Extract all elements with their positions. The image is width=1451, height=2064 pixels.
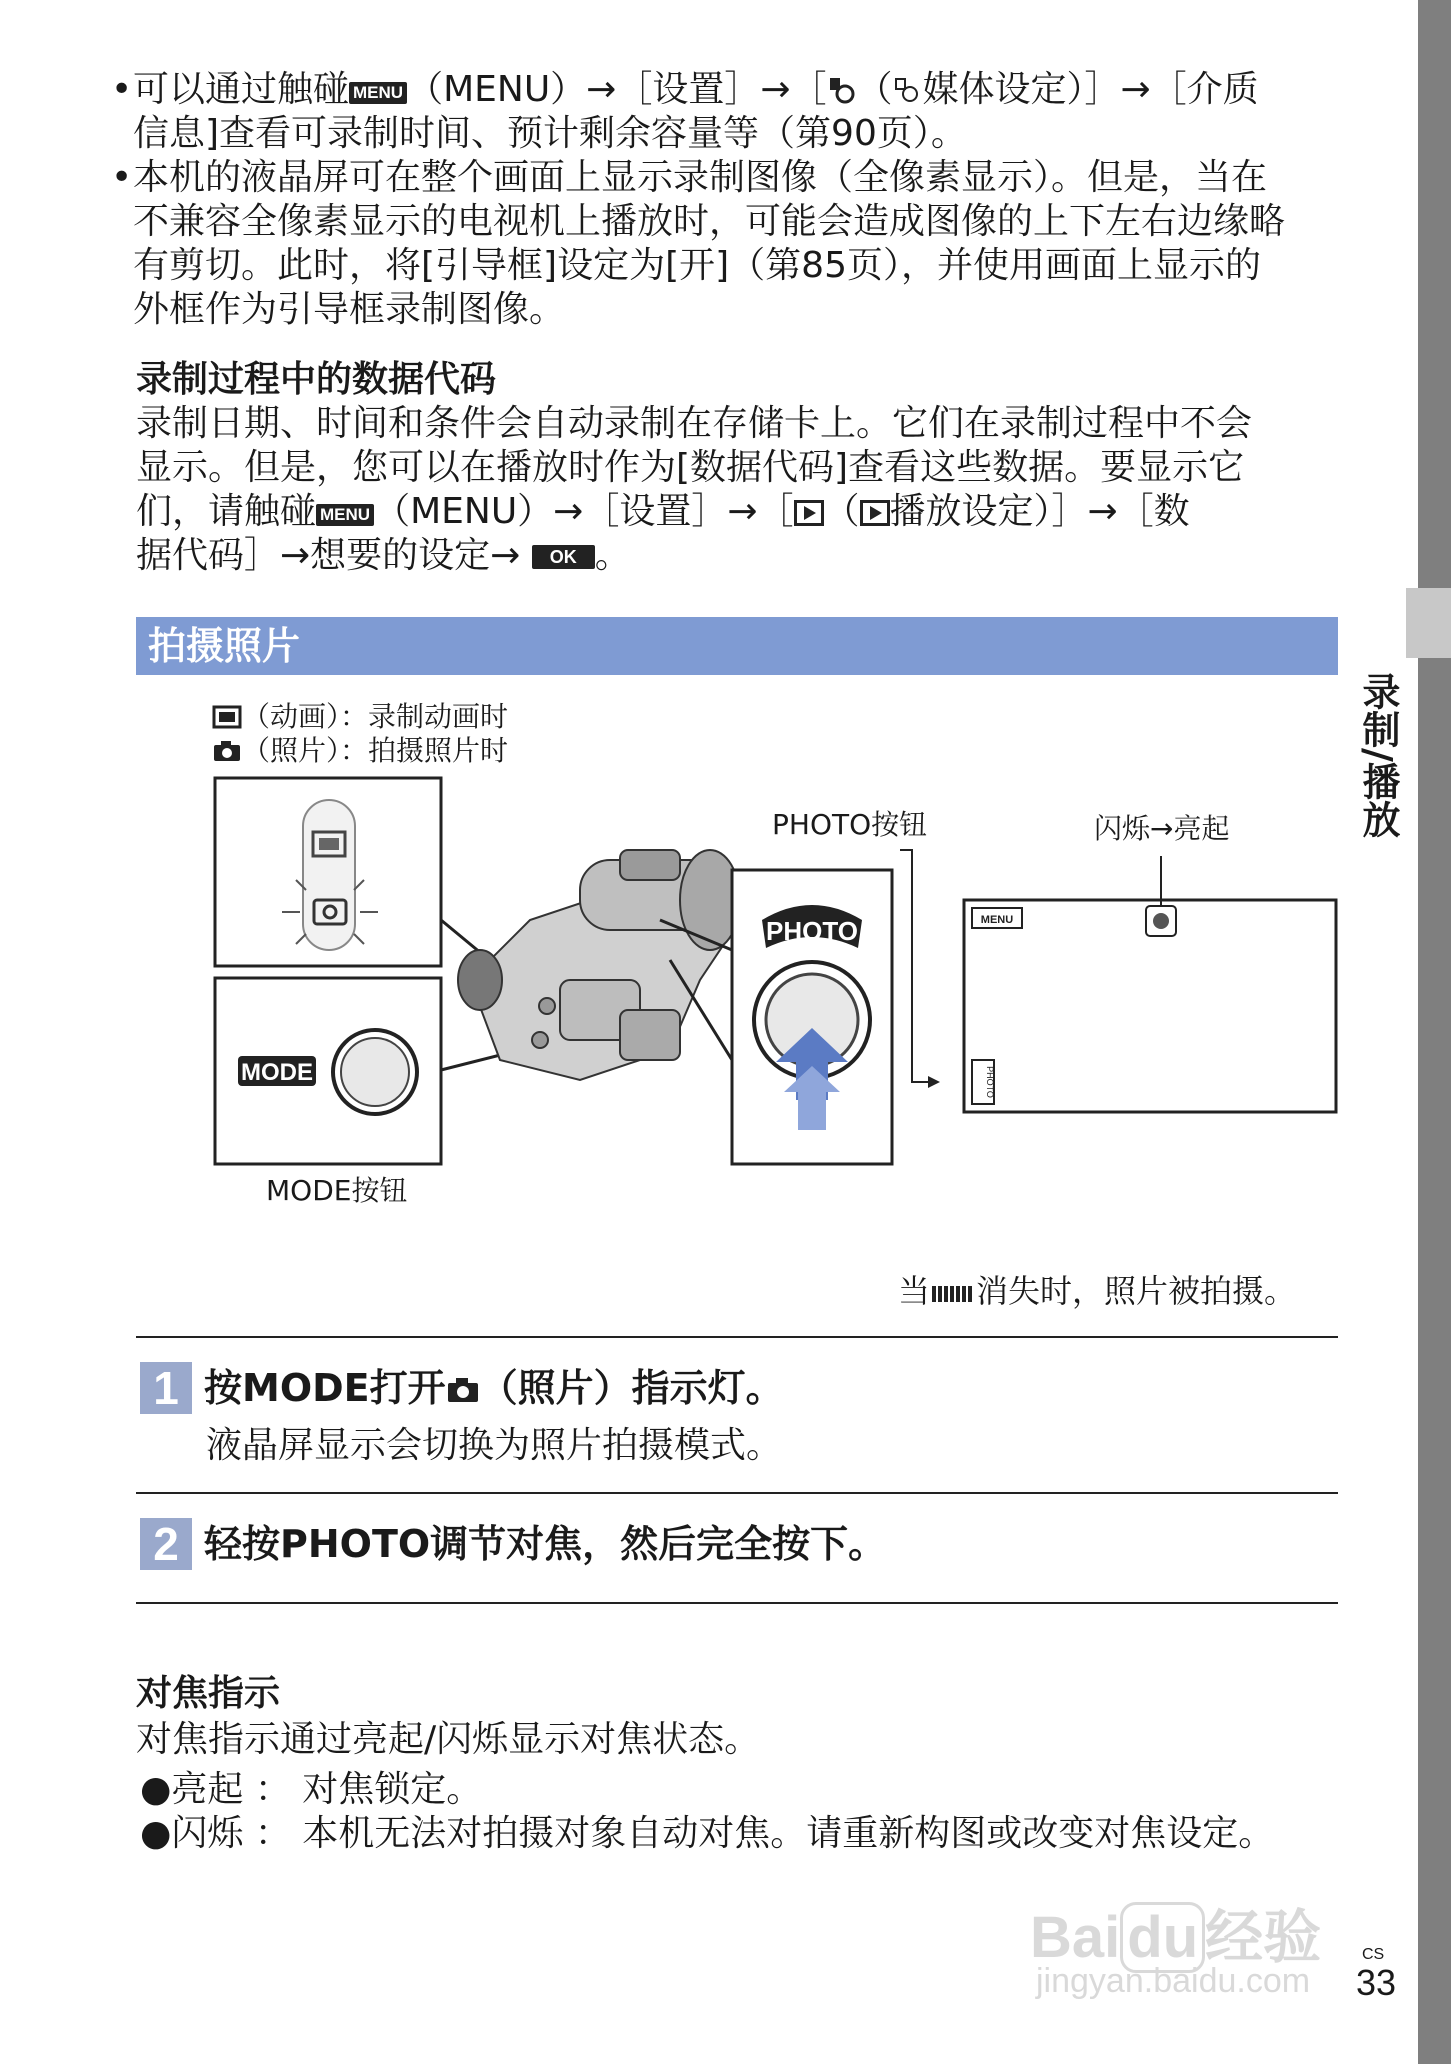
baidu-watermark: Bai du 经验 [1030, 1890, 1321, 1974]
page-number: 33 [1356, 1962, 1397, 2003]
photo-button-label: PHOTO按钮 [772, 808, 928, 841]
camcorder-body [458, 850, 740, 1080]
focus-description: 对焦指示通过亮起/闪烁显示对焦状态。 [136, 1719, 761, 1760]
step-1-description: 液晶屏显示会切换为照片拍摄模式。 [206, 1425, 783, 1466]
legend-movie: （动画）：录制动画时 [212, 700, 508, 734]
step-number-2: 2 [140, 1518, 192, 1570]
menu-icon: MENU [316, 504, 374, 526]
focus-item-blink: ●闪烁 ： 本机无法对拍摄对象自动对焦。请重新构图或改变对焦设定。 [140, 1813, 1275, 1854]
photo-text: PHOTO [766, 916, 858, 946]
watermark-url: jingyan.baidu.com [1036, 1962, 1311, 2000]
datacode-heading: 录制过程中的数据代码 [136, 359, 497, 400]
screen-photo-text: PHOTO [985, 1066, 995, 1098]
bullet-paragraph-1: • 可以通过触碰 MENU （MENU）→［设置］→［ （ 媒体设定）］→［介质 信息]查看可录制时间、预计剩余容量等（第90页）。 [111, 69, 1259, 154]
focus-bar-icon [930, 1284, 976, 1304]
media-settings-icon-small [893, 75, 923, 105]
datacode-paragraph: 录制日期、时间和条件会自动录制在存储卡上。它们在录制过程中不会 显示。但是，您可以在播放时作为[数据代码]查看这些数据。要显示它 们，请触碰 MENU （MENU）→［设置］→［ （ 播放设定）］→［数 据代码］→想要的设定→ OK 。 [136, 403, 1253, 576]
divider [136, 1602, 1338, 1604]
divider [136, 1336, 1338, 1338]
side-chapter-label: 录制/播放 [1356, 672, 1400, 838]
legend-photo: （照片）：拍摄照片时 [212, 734, 508, 768]
step-number-1: 1 [140, 1362, 192, 1414]
ok-icon: OK [532, 545, 595, 569]
side-tab [1406, 588, 1451, 658]
section-header-bar [136, 617, 1338, 675]
language-code: CS [1362, 1946, 1385, 1963]
step-2-title: 轻按PHOTO调节对焦，然后完全按下。 [204, 1522, 887, 1566]
playback-icon [794, 500, 824, 526]
menu-icon: MENU [349, 82, 407, 104]
focus-heading: 对焦指示 [136, 1673, 281, 1714]
playback-settings-icon [860, 500, 890, 526]
divider [136, 1492, 1338, 1494]
figure-caption: 当 消失时，照片被拍摄。 [898, 1272, 1297, 1310]
step-1-title: 按MODE打开 （照片）指示灯。 [204, 1366, 784, 1410]
media-settings-icon [827, 75, 857, 105]
mode-button-label: MODE按钮 [266, 1174, 408, 1207]
camera-icon [212, 739, 242, 763]
camera-icon [446, 1376, 480, 1404]
side-strip [1418, 0, 1451, 2064]
focus-item-lit: ●亮起 ： 对焦锁定。 [140, 1769, 483, 1810]
section-title: 拍摄照片 [148, 624, 301, 668]
mode-text: MODE [241, 1059, 313, 1086]
blink-label: 闪烁→亮起 [1094, 812, 1230, 845]
bullet-paragraph-2: • 本机的液晶屏可在整个画面上显示录制图像（全像素显示）。但是，当在 不兼容全像素显示的电视机上播放时，可能会造成图像的上下左右边缘略 有剪切。此时，将[引导框]设定为[开]（第85页），并使用画面上显示的 外框作为引导框录制图像。 [111, 157, 1286, 330]
screen-menu-text: MENU [980, 914, 1014, 926]
movie-icon [212, 705, 242, 729]
